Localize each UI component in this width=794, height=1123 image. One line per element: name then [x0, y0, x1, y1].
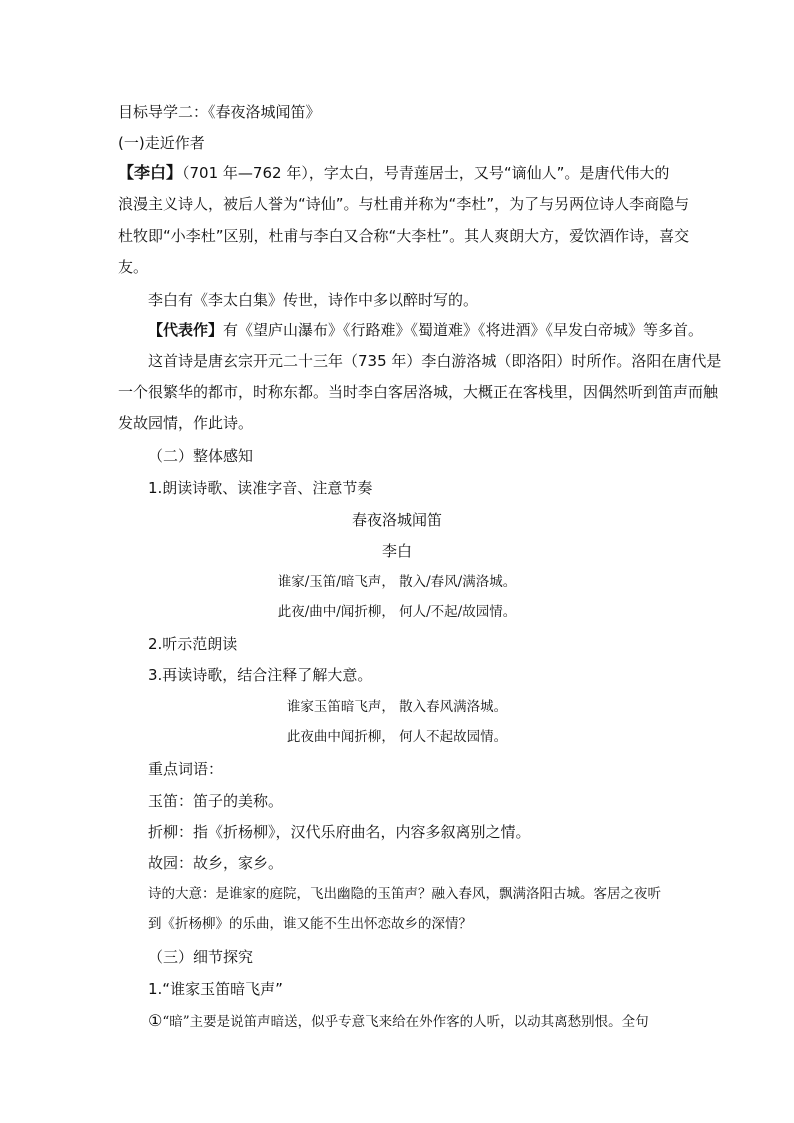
- poem-line-2-plain: 此夜曲中闻折柳， 何人不起故园情。: [286, 729, 508, 745]
- circled-number-1: ①: [148, 1011, 163, 1030]
- key-words-heading: 重点词语：: [148, 760, 224, 778]
- libai-intro-text: （701 年—762 年），字太白，号青莲居士，又号“谪仙人”。是唐代伟大的: [182, 164, 670, 182]
- item-1: 1.朗读诗歌、读准字音、注意节奏: [148, 479, 373, 497]
- key-word-yudi: 玉笛：笛子的美称。: [148, 792, 284, 810]
- works-text: 有《望庐山瀑布》《行路难》《蜀道难》《将进酒》《早发白帝城》等多首。: [223, 321, 704, 339]
- poem-title: 春夜洛城闻笛: [351, 511, 442, 529]
- item-3: 3.再读诗歌，结合注释了解大意。: [148, 666, 373, 684]
- analysis-text: “暗”主要是说笛声暗送，似乎专意飞来给在外作客的人听，以动其离愁别恨。全句: [162, 1014, 649, 1030]
- paragraph-libai-line-3: 杜牧即“小李杜”区别，杜甫与李白又合称“大李杜”。其人爽朗大方，爱饮酒作诗，喜交: [118, 227, 690, 245]
- paragraph-libai-line-1: [118, 163, 669, 183]
- section-heading-2: （二）整体感知: [148, 447, 254, 465]
- item-2: 2.听示范朗读: [148, 635, 238, 653]
- section-heading-3: （三）细节探究: [148, 948, 254, 966]
- poem-meaning-line-1: 诗的大意：是谁家的庭院，飞出幽隐的玉笛声？融入春风，飘满洛阳古城。客居之夜听: [148, 886, 661, 902]
- paragraph-libai-line-4: 友。: [118, 258, 149, 276]
- paragraph-libai-line-2: 浪漫主义诗人，被后人誉为“诗仙”。与杜甫并称为“李杜”，为了与另两位诗人李商隐与: [118, 195, 690, 213]
- poem-line-2-rhythm: 此夜/曲中/闻折柳， 何人/不起/故园情。: [277, 604, 517, 620]
- sub-item-1: 1.“谁家玉笛暗飞声”: [148, 980, 283, 998]
- goal-title: 目标导学二：《春夜洛城闻笛》: [118, 103, 321, 121]
- key-word-zheliu: 折柳：指《折杨柳》，汉代乐府曲名，内容多叙离别之情。: [148, 823, 531, 841]
- paragraph-collection: 李白有《李太白集》传世，诗作中多以醉时写的。: [148, 291, 479, 309]
- works-label: 【代表作】: [148, 321, 224, 339]
- libai-label: 【李白】: [118, 163, 183, 182]
- paragraph-works: [148, 320, 703, 340]
- poem-author: 李白: [381, 542, 412, 560]
- paragraph-background-line-3: 发故园情，作此诗。: [118, 414, 254, 432]
- key-word-guyuan: 故园：故乡，家乡。: [148, 854, 284, 872]
- paragraph-background-line-1: 这首诗是唐玄宗开元二十三年（735 年）李白游洛城（即洛阳）时所作。洛阳在唐代是: [148, 352, 722, 370]
- analysis-line-1: [148, 1011, 649, 1032]
- poem-line-1-rhythm: 谁家/玉笛/暗飞声， 散入/春风/满洛城。: [277, 574, 517, 590]
- section-heading-1: (一)走近作者: [118, 134, 205, 152]
- paragraph-background-line-2: 一个很繁华的都市，时称东都。当时李白客居洛城，大概正在客栈里，因偶然听到笛声而触: [118, 383, 719, 401]
- poem-line-1-plain: 谁家玉笛暗飞声， 散入春风满洛城。: [286, 699, 508, 715]
- poem-meaning-line-2: 到《折杨柳》的乐曲，谁又能不生出怀恋故乡的深情？: [148, 916, 472, 932]
